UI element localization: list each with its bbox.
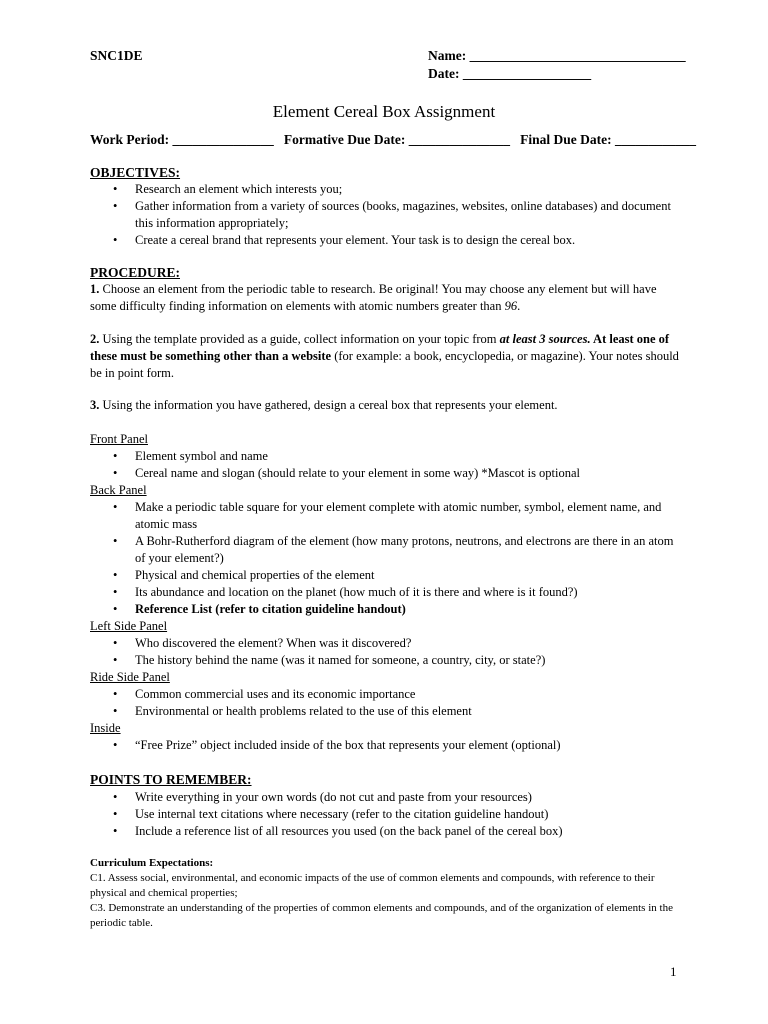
bullet-icon: • xyxy=(113,199,118,213)
date-line: ___________________ xyxy=(462,66,592,81)
bullet-icon: • xyxy=(113,738,118,752)
name-field xyxy=(428,47,686,64)
procedure-step-3: 3. Using the information you have gathered, design a cereal box that represents your element. xyxy=(90,398,558,412)
bullet-icon: • xyxy=(113,233,118,247)
list-item: • Its abundance and location on the planet (how much of it is there and where is it found?) xyxy=(113,585,578,599)
list-item: • Who discovered the element? When was it discovered? xyxy=(113,636,412,650)
bullet-icon: • xyxy=(113,534,118,548)
list-item: • Include a reference list of all resources you used (on the back panel of the cereal box) xyxy=(113,824,563,838)
inside-panel-list xyxy=(90,737,680,754)
list-item: • Make a periodic table square for your element complete with atomic number, symbol, element name, and atomic mass xyxy=(113,500,662,531)
list-item: • Gather information from a variety of sources (books, magazines, websites, online databases) and document this information appropriately; xyxy=(113,199,671,230)
date-field xyxy=(428,65,591,82)
list-item: • Element symbol and name xyxy=(113,449,268,463)
bullet-icon: • xyxy=(113,466,118,480)
back-panel-label: Back Panel xyxy=(90,483,147,497)
procedure-step-1: 1. Choose an element from the periodic table to research. Be original! You may choose any element but will have some difficulty finding information on elements with atomic numbers greater than 96. xyxy=(90,282,657,313)
bullet-icon: • xyxy=(113,636,118,650)
list-item: • “Free Prize” object included inside of the box that represents your element (optional) xyxy=(113,738,561,752)
list-item: • A Bohr-Rutherford diagram of the element (how many protons, neutrons, and electrons are there in an atom of your element?) xyxy=(113,534,674,565)
list-item: • Reference List (refer to citation guideline handout) xyxy=(113,602,406,616)
list-item: • Use internal text citations where necessary (refer to the citation guideline handout) xyxy=(113,807,549,821)
inside-panel-label: Inside xyxy=(90,721,121,735)
front-panel-label: Front Panel xyxy=(90,432,148,446)
list-item: • Create a cereal brand that represents your element. Your task is to design the cereal box. xyxy=(113,233,576,247)
right-side-panel-list xyxy=(90,686,680,720)
name-line: ________________________________ xyxy=(469,48,686,63)
formative-due-label: Formative Due Date: xyxy=(283,132,406,147)
page-number: 1 xyxy=(670,964,677,979)
back-panel-list xyxy=(90,499,680,618)
points-list xyxy=(90,789,680,840)
list-item: • The history behind the name (was it named for someone, a country, city, or state?) xyxy=(113,653,546,667)
curriculum-heading: Curriculum Expectations: xyxy=(90,857,214,869)
bullet-icon: • xyxy=(113,585,118,599)
bullet-icon: • xyxy=(113,182,118,196)
bullet-icon: • xyxy=(113,568,118,582)
bullet-icon: • xyxy=(113,653,118,667)
list-item: • Environmental or health problems related to the use of this element xyxy=(113,704,472,718)
final-due-line: ____________ xyxy=(614,132,696,147)
bullet-icon: • xyxy=(113,790,118,804)
formative-due-line: _______________ xyxy=(408,132,510,147)
points-heading: POINTS TO REMEMBER: xyxy=(90,772,252,787)
work-period-line: _______________ xyxy=(172,132,274,147)
left-side-panel-list xyxy=(90,635,680,669)
curriculum-c3: C3. Demonstrate an understanding of the properties of common elements and compounds, and of the organization of elements in the periodic table. xyxy=(90,902,673,929)
procedure-heading: PROCEDURE: xyxy=(90,265,180,280)
list-item: • Write everything in your own words (do not cut and paste from your resources) xyxy=(113,790,532,804)
bullet-icon: • xyxy=(113,824,118,838)
bullet-icon: • xyxy=(113,687,118,701)
bullet-icon: • xyxy=(113,449,118,463)
final-due-label: Final Due Date: xyxy=(520,132,612,147)
list-item: • Cereal name and slogan (should relate to your element in some way) *Mascot is optional xyxy=(113,466,581,480)
list-item: • Physical and chemical properties of the element xyxy=(113,568,375,582)
bullet-icon: • xyxy=(113,807,118,821)
step-number: 3. xyxy=(90,398,100,412)
step-number: 2. xyxy=(90,332,100,346)
course-code: SNC1DE xyxy=(90,48,143,63)
date-label: Date: xyxy=(428,66,460,81)
dates-row xyxy=(90,131,696,148)
objectives-heading: OBJECTIVES: xyxy=(90,165,181,180)
bullet-icon: • xyxy=(113,602,118,616)
left-side-panel-label: Left Side Panel xyxy=(90,619,168,633)
front-panel-list xyxy=(90,448,680,482)
objectives-list xyxy=(90,181,680,249)
right-side-panel-label: Ride Side Panel xyxy=(90,670,170,684)
curriculum-c1: C1. Assess social, environmental, and economic impacts of the use of common elements and compounds, with reference to their physical and chemical properties; xyxy=(90,872,655,899)
page-title: Element Cereal Box Assignment xyxy=(272,102,496,121)
work-period-label: Work Period: xyxy=(90,132,170,147)
list-item: • Research an element which interests you; xyxy=(113,182,343,196)
procedure-step-2: 2. Using the template provided as a guide, collect information on your topic from at least 3 sources. At least one of these must be something other than a website (for example: a book, encyclopedia, or magazine). Your notes should be in point form. xyxy=(90,332,679,380)
name-label: Name: xyxy=(428,48,467,63)
list-item: • Common commercial uses and its economic importance xyxy=(113,687,416,701)
step-number: 1. xyxy=(90,282,100,296)
bullet-icon: • xyxy=(113,704,118,718)
bullet-icon: • xyxy=(113,500,118,514)
